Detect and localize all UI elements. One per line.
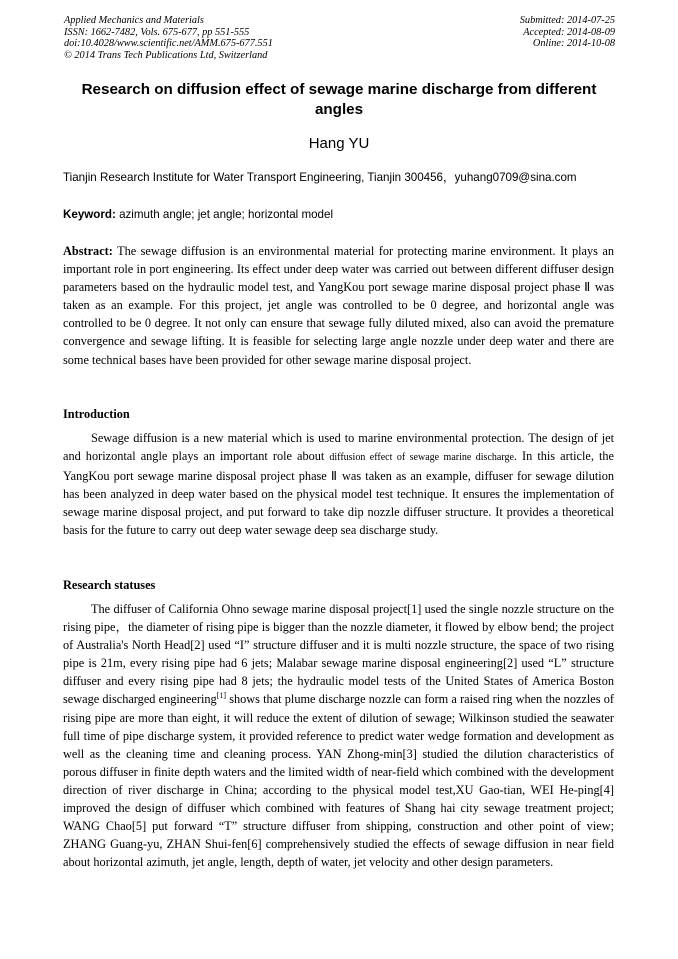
citation-superscript: [1] (216, 691, 226, 701)
issn-line: ISSN: 1662-7482, Vols. 675-677, pp 551-555 (64, 26, 250, 38)
journal-info (64, 15, 273, 61)
research-text-1: The diffuser of California Ohno sewage marine disposal project[1] used the single nozzle structure on the rising pipe，the diameter of rising pipe is bigger than the nozzle diameter, it flowed by elbow bend; the project of Australia's North Head[2] used “I” structure diffuser and it is multi nozzle structure, the space of two rising pipe is 21m, every rising pipe had 6 jets; Malabar sewage marine disposal engineering[2] used “L” structure diffuser and every rising pipe had 8 jets; the hydraulic model tests of the United States of America Boston sewage discharged engineering (63, 602, 614, 707)
abstract (63, 242, 614, 369)
research-heading: Research statuses (63, 578, 156, 592)
author-affiliation: Tianjin Research Institute for Water Transport Engineering, Tianjin 300456，yuhang0709@sina.com (63, 171, 577, 184)
keywords (63, 207, 333, 223)
intro-text-small: diffusion effect of sewage marine discharge (329, 452, 514, 464)
title-line-2: angles (314, 101, 364, 118)
title-line-1: Research on diffusion effect of sewage marine discharge from different (81, 81, 597, 98)
introduction-paragraph (63, 429, 614, 540)
research-text-2: shows that plume discharge nozzle can form a raised ring when the nozzles of rising pipe are more than eight, it will reduce the extent of dilution of sewage; Wilkinson studied the seawater full time of pipe discharge system, it provided reference to predict water wedge formation and development as well as the cleaning time and cleaning process. YAN Zhong-min[3] studied the dilution characteristics of porous diffuser in finite depth waters and the limited width of near-field which combined with the development direction of river discharge in China; according to the physical model test,XU Gao-tian, WEI He-ping[4] improved the design of diffuser which combined with features of Shang hai city sewage treatment project; WANG Chao[5] put forward “T” structure diffuser from shipping, construction and other point of view; ZHANG Guang-yu, ZHAN Shui-fen[6] comprehensively studied the effects of sewage diffusion in near field about horizontal azimuth, jet angle, length, depth of water, jet velocity and other design parameters. (63, 692, 614, 870)
author-name: Hang YU (308, 135, 370, 152)
introduction-heading: Introduction (63, 407, 130, 421)
research-paragraph (63, 600, 614, 871)
intro-text-2: . In this article, the YangKou port sewage marine disposal project phase Ⅱ was taken as an example, diffuser for sewage dilution has been analyzed in deep water based on the physical model test technique. It ensures the implementation of sewage marine disposal project, and put forward to take dip nozzle diffuser structure. It provides a theoretical basis for the future to carry out deep water sewage deep sea discharge study. (63, 449, 614, 538)
abstract-text: The sewage diffusion is an environmental material for protecting marine environment. It plays an important role in port engineering. Its effect under deep water was carried out between different diffuser design parameters based on the hydraulic model test, and YangKou port sewage marine disposal project phase Ⅱ was taken as an example. For this project, jet angle was controlled to be 0 degree, and horizontal angle was controlled to be 0 degree. It not only can ensure that sewage fully diluted mixed, also can avoid the premature convergence and sewage lifting. It is feasible for selecting large angle nozzle under deep water and there are some technical bases have been provided for other sewage marine disposal project. (63, 244, 614, 367)
doi-line: doi:10.4028/www.scientific.net/AMM.675-677.551 (64, 38, 273, 50)
online-date: Online: 2014-10-08 (532, 38, 615, 50)
paper-title (60, 80, 618, 120)
keyword-label: Keyword: (63, 208, 116, 221)
submission-dates (520, 15, 615, 50)
keyword-text: azimuth angle; jet angle; horizontal model (119, 208, 334, 221)
accepted-date: Accepted: 2014-08-09 (523, 26, 615, 38)
journal-name: Applied Mechanics and Materials (64, 15, 204, 26)
abstract-label: Abstract: (63, 244, 113, 258)
copyright-line: © 2014 Trans Tech Publications Ltd, Switzerland (64, 49, 268, 61)
submitted-date: Submitted: 2014-07-25 (519, 15, 615, 26)
intro-text-1: Sewage diffusion is a new material which is used to marine environmental protection. The design of jet and horizontal angle plays an important role about (63, 431, 614, 464)
